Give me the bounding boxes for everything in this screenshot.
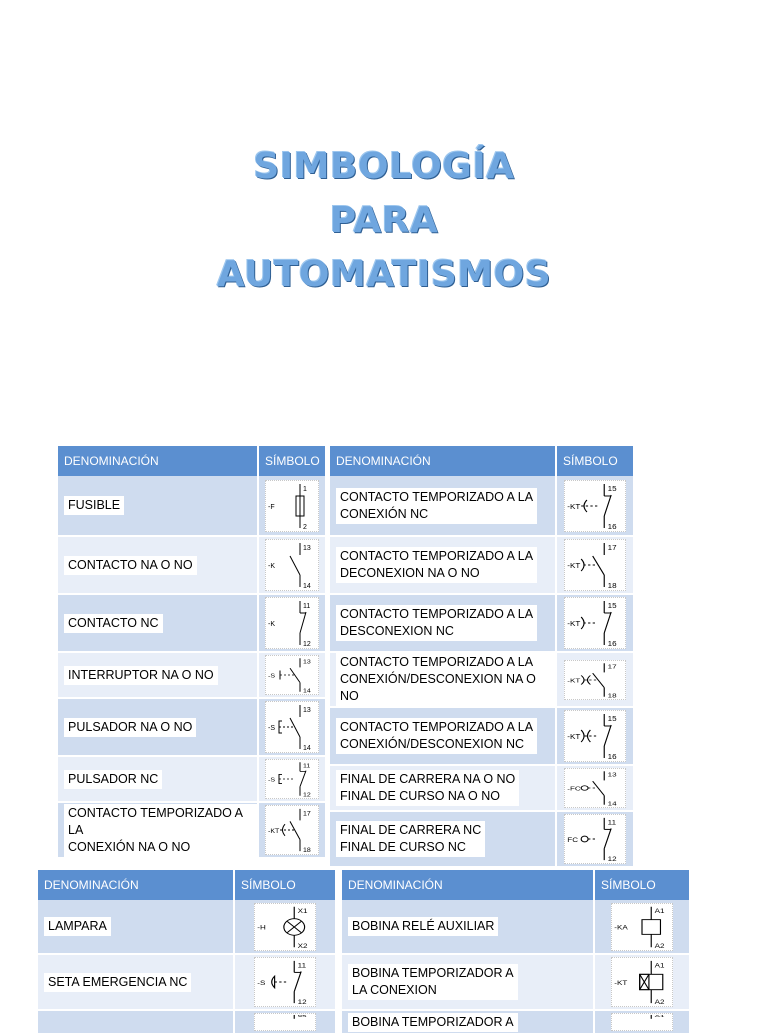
- denominacion-cell: [58, 698, 258, 756]
- table-row: [330, 707, 634, 765]
- simbolo-cell: [234, 954, 336, 1010]
- svg-text:-KA: -KA: [614, 923, 628, 932]
- symbols-table-4: [342, 870, 691, 1035]
- header-denominacion: DENOMINACIÓN: [342, 870, 594, 900]
- header-simbolo: SÍMBOLO: [234, 870, 336, 900]
- no-contact-icon: [265, 539, 319, 591]
- svg-text:12: 12: [303, 641, 311, 648]
- denominacion-cell: [58, 802, 258, 858]
- svg-text:-S: -S: [268, 673, 275, 679]
- denominacion-label: CONTACTO TEMPORIZADO A LA DESCONEXION NC: [336, 605, 537, 641]
- denominacion-label: FINAL DE CARRERA NA O NO FINAL DE CURSO NA O NO: [336, 770, 519, 806]
- svg-text:A1: A1: [654, 906, 665, 915]
- svg-text:-S: -S: [268, 777, 275, 783]
- svg-text:12: 12: [303, 792, 311, 799]
- denominacion-label: BOBINA RELÉ AUXILIAR: [348, 917, 498, 936]
- partial-symbol-icon: [254, 1013, 316, 1031]
- svg-text:-H: -H: [257, 923, 266, 932]
- svg-text:X2: X2: [297, 941, 308, 950]
- simbolo-cell: [234, 1010, 336, 1034]
- denominacion-cell: [330, 707, 556, 765]
- svg-text:12: 12: [607, 854, 617, 863]
- timed-off-nc-icon: [564, 597, 626, 649]
- svg-text:A1: A1: [654, 1015, 665, 1018]
- svg-text:-KT: -KT: [567, 502, 581, 511]
- table-row: [58, 476, 326, 536]
- title-line-1: SIMBOLOGÍA: [253, 146, 515, 187]
- svg-text:A2: A2: [654, 941, 665, 950]
- table-row: [330, 811, 634, 867]
- denominacion-label: CONTACTO TEMPORIZADO A LA CONEXIÓN/DESCONEXION NA O NO: [336, 653, 555, 706]
- simbolo-cell: [556, 707, 634, 765]
- svg-text:-KT: -KT: [567, 677, 581, 684]
- simbolo-cell: [258, 802, 326, 858]
- denominacion-label: CONTACTO TEMPORIZADO A LA CONEXIÓN NA O NO: [64, 804, 257, 857]
- table-row: [342, 900, 690, 954]
- svg-text:11: 11: [303, 603, 311, 610]
- table-row: [38, 900, 336, 954]
- simbolo-cell: [258, 536, 326, 594]
- table-row: [38, 1010, 336, 1034]
- title-line-2: PARA: [329, 200, 439, 241]
- denominacion-cell: [330, 652, 556, 707]
- svg-text:-K: -K: [268, 621, 275, 628]
- svg-text:-KT: -KT: [614, 978, 628, 987]
- page-title: [0, 140, 768, 302]
- table-row: [58, 698, 326, 756]
- simbolo-cell: [556, 811, 634, 867]
- denominacion-cell: [330, 811, 556, 867]
- denominacion-label: INTERRUPTOR NA O NO: [64, 666, 218, 685]
- denominacion-label: PULSADOR NC: [64, 770, 162, 789]
- svg-text:13: 13: [303, 707, 311, 714]
- svg-text:17: 17: [607, 543, 617, 552]
- switch-no-icon: [265, 655, 319, 695]
- simbolo-cell: [594, 1010, 690, 1034]
- header-simbolo: SÍMBOLO: [594, 870, 690, 900]
- limit-switch-nc-icon: [564, 814, 626, 864]
- simbolo-cell: [258, 756, 326, 802]
- svg-text:-KT: -KT: [567, 732, 581, 741]
- symbols-table-1: [58, 446, 327, 859]
- simbolo-cell: [556, 594, 634, 652]
- header-simbolo: SÍMBOLO: [556, 446, 634, 476]
- denominacion-cell: [342, 954, 594, 1010]
- simbolo-cell: [556, 765, 634, 811]
- simbolo-cell: [556, 536, 634, 594]
- svg-text:11: 11: [303, 763, 311, 770]
- table-row: [58, 536, 326, 594]
- svg-text:12: 12: [297, 997, 307, 1006]
- timed-onoff-no-icon: [564, 660, 626, 700]
- table-row: [342, 1010, 690, 1034]
- simbolo-cell: [234, 900, 336, 954]
- denominacion-cell: [38, 954, 234, 1010]
- simbolo-cell: [594, 954, 690, 1010]
- denominacion-cell: [38, 900, 234, 954]
- table-row: [330, 536, 634, 594]
- table-row: [58, 756, 326, 802]
- svg-text:FC: FC: [567, 835, 579, 844]
- denominacion-cell: [58, 756, 258, 802]
- svg-text:13: 13: [303, 659, 311, 666]
- svg-text:95: 95: [297, 1015, 307, 1018]
- svg-text:13: 13: [607, 772, 617, 779]
- denominacion-cell: [58, 536, 258, 594]
- limit-switch-no-icon: [564, 768, 626, 808]
- nc-contact-icon: [265, 597, 319, 649]
- simbolo-cell: [556, 652, 634, 707]
- denominacion-label: LAMPARA: [44, 917, 111, 936]
- header-simbolo: SÍMBOLO: [258, 446, 326, 476]
- svg-text:18: 18: [607, 693, 617, 699]
- svg-text:15: 15: [607, 484, 617, 493]
- table-row: [330, 594, 634, 652]
- table-row: [342, 954, 690, 1010]
- relay-coil-icon: [611, 903, 673, 951]
- simbolo-cell: [258, 652, 326, 698]
- svg-text:-K: -K: [268, 563, 275, 570]
- table-row: [330, 765, 634, 811]
- svg-text:18: 18: [303, 847, 311, 855]
- svg-text:-KT: -KT: [268, 827, 280, 835]
- table-row: [58, 652, 326, 698]
- simbolo-cell: [594, 900, 690, 954]
- denominacion-cell: [330, 476, 556, 536]
- header-denominacion: DENOMINACIÓN: [38, 870, 234, 900]
- svg-text:13: 13: [303, 545, 311, 552]
- timed-on-no-icon: [265, 805, 319, 855]
- denominacion-cell: [330, 536, 556, 594]
- simbolo-cell: [556, 476, 634, 536]
- table-header: [342, 870, 690, 900]
- svg-text:A2: A2: [654, 997, 665, 1006]
- timed-on-nc-icon: [564, 480, 626, 532]
- svg-text:14: 14: [303, 745, 311, 752]
- svg-text:-KT: -KT: [567, 561, 581, 570]
- svg-text:11: 11: [297, 961, 307, 970]
- svg-text:2: 2: [303, 523, 307, 531]
- table-row: [58, 802, 326, 858]
- denominacion-label: SETA EMERGENCIA NC: [44, 973, 191, 992]
- timer-coil-off-icon: [611, 1013, 673, 1031]
- denominacion-label: BOBINA TEMPORIZADOR A LA CONEXION: [348, 964, 518, 1000]
- symbols-table-3: [38, 870, 337, 1035]
- svg-text:-FC: -FC: [567, 786, 581, 792]
- table-header: [58, 446, 326, 476]
- svg-text:A1: A1: [654, 961, 665, 970]
- denominacion-label: BOBINA TEMPORIZADOR A: [348, 1013, 518, 1032]
- denominacion-cell: [38, 1010, 234, 1034]
- denominacion-label: CONTACTO TEMPORIZADO A LA CONEXIÓN NC: [336, 488, 537, 524]
- emergency-stop-icon: [254, 957, 316, 1007]
- fuse-icon: [265, 480, 319, 532]
- symbols-table-2: [330, 446, 635, 868]
- svg-text:16: 16: [607, 522, 617, 531]
- table-row: [330, 652, 634, 707]
- denominacion-cell: [342, 900, 594, 954]
- table-header: [38, 870, 336, 900]
- svg-text:17: 17: [607, 664, 617, 670]
- denominacion-label: FUSIBLE: [64, 496, 124, 515]
- title-line-3: AUTOMATISMOS: [216, 254, 552, 295]
- table-row: [330, 476, 634, 536]
- timed-onoff-nc-icon: [564, 710, 626, 762]
- table-header: [330, 446, 634, 476]
- denominacion-label: CONTACTO TEMPORIZADO A LA CONEXIÓN/DESCONEXION NC: [336, 718, 537, 754]
- timed-off-no-icon: [564, 539, 626, 591]
- denominacion-label: PULSADOR NA O NO: [64, 718, 196, 737]
- denominacion-cell: [58, 476, 258, 536]
- svg-text:X1: X1: [297, 906, 308, 915]
- svg-text:14: 14: [303, 688, 311, 695]
- svg-text:15: 15: [607, 601, 617, 610]
- svg-text:-S: -S: [257, 978, 266, 987]
- denominacion-cell: [330, 765, 556, 811]
- svg-text:16: 16: [607, 752, 617, 761]
- svg-text:14: 14: [303, 583, 311, 590]
- simbolo-cell: [258, 594, 326, 652]
- svg-text:18: 18: [607, 581, 617, 590]
- denominacion-cell: [58, 652, 258, 698]
- simbolo-cell: [258, 698, 326, 756]
- pushbutton-nc-icon: [265, 759, 319, 799]
- header-denominacion: DENOMINACIÓN: [330, 446, 556, 476]
- svg-text:16: 16: [607, 639, 617, 648]
- svg-text:-F: -F: [268, 503, 275, 511]
- simbolo-cell: [258, 476, 326, 536]
- svg-text:-S: -S: [268, 725, 275, 732]
- denominacion-cell: [342, 1010, 594, 1034]
- denominacion-label: CONTACTO NA O NO: [64, 556, 197, 575]
- svg-text:17: 17: [303, 810, 311, 818]
- header-denominacion: DENOMINACIÓN: [58, 446, 258, 476]
- pushbutton-no-icon: [265, 701, 319, 753]
- table-row: [58, 594, 326, 652]
- table-row: [38, 954, 336, 1010]
- svg-text:14: 14: [607, 801, 617, 808]
- timer-coil-icon: [611, 957, 673, 1007]
- denominacion-label: FINAL DE CARRERA NC FINAL DE CURSO NC: [336, 821, 485, 857]
- svg-text:15: 15: [607, 714, 617, 723]
- svg-text:11: 11: [607, 818, 617, 827]
- lamp-icon: [254, 903, 316, 951]
- denominacion-label: CONTACTO NC: [64, 614, 163, 633]
- denominacion-label: CONTACTO TEMPORIZADO A LA DECONEXION NA O NO: [336, 547, 537, 583]
- svg-text:1: 1: [303, 485, 307, 493]
- denominacion-cell: [330, 594, 556, 652]
- denominacion-cell: [58, 594, 258, 652]
- svg-text:-KT: -KT: [567, 619, 581, 628]
